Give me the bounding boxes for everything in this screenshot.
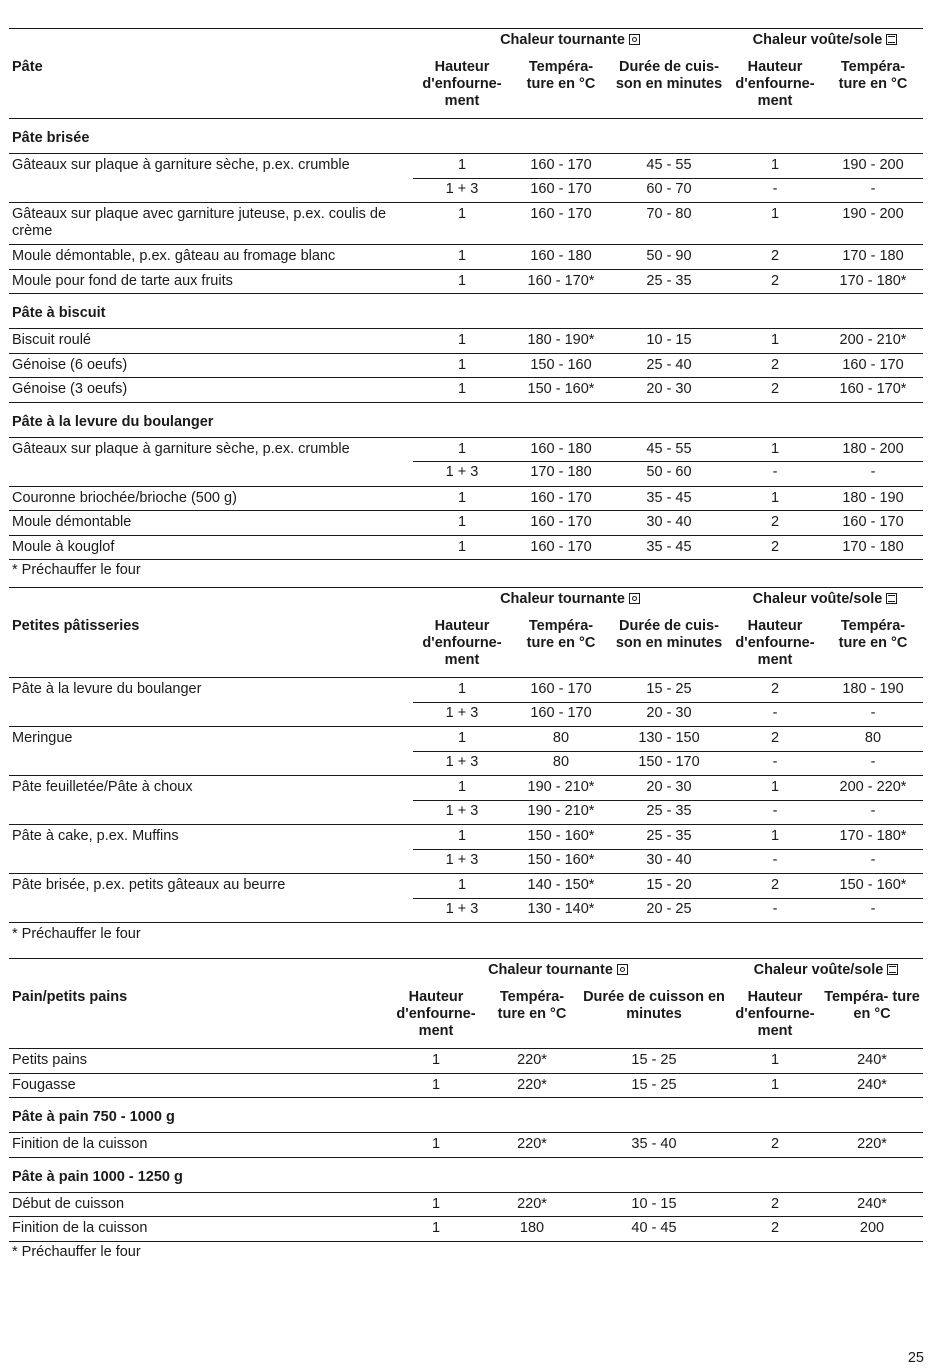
value-duree: 25 - 35 <box>646 828 692 844</box>
footnote-3: * Préchauffer le four <box>12 1244 141 1260</box>
row-label: Finition de la cuisson <box>12 1136 148 1152</box>
value-temperature-tournante: 160 - 180 <box>530 440 592 457</box>
col-temperature-tournante: Tempéra- ture en °C <box>526 618 596 651</box>
value-hauteur-voute: 1 <box>770 1052 780 1068</box>
header-chaleur-tournante-text: Chaleur tournante <box>500 591 625 607</box>
value-temperature-voute: 170 - 180 <box>842 248 904 264</box>
row-label: Gâteaux sur plaque à garniture sèche, p.ex. crumble <box>12 157 350 173</box>
header-chaleur-tournante-text: Chaleur tournante <box>488 962 613 978</box>
value-temperature-voute: 240* <box>857 1052 887 1068</box>
fan-oven-icon <box>617 964 628 975</box>
group-header-row <box>9 29 923 59</box>
value-hauteur-tournante: 1 <box>457 681 467 697</box>
header-chaleur-tournante-text: Chaleur tournante <box>500 32 625 48</box>
col-temperature-voute: Tempéra- ture en °C <box>824 989 920 1022</box>
value-hauteur-tournante: 1 + 3 <box>445 851 479 868</box>
value-hauteur-tournante: 1 + 3 <box>445 802 479 819</box>
value-temperature-voute: 150 - 160* <box>839 877 907 893</box>
value-temperature-voute: 180 - 190 <box>842 681 904 697</box>
col-hauteur-voute: Hauteur d'enfourne- ment <box>735 59 815 109</box>
value-duree: 35 - 45 <box>646 489 692 506</box>
value-temperature-voute: - <box>870 704 876 721</box>
value-temperature-voute: 160 - 170 <box>842 514 904 530</box>
section-label: Pâte à pain 750 - 1000 g <box>12 1109 175 1125</box>
value-duree: 10 - 15 <box>646 332 692 348</box>
table-row <box>9 377 923 402</box>
table-row-continued <box>9 702 923 727</box>
value-duree: 35 - 45 <box>646 538 692 555</box>
header-chaleur-tournante <box>413 591 727 608</box>
value-temperature-voute: 200 - 220* <box>839 779 907 795</box>
table-row <box>9 486 923 511</box>
value-temperature-tournante: 170 - 180 <box>530 464 592 480</box>
value-duree: 25 - 35 <box>646 272 692 289</box>
value-hauteur-voute: 2 <box>770 356 780 373</box>
footnote-1: * Préchauffer le four <box>12 562 141 578</box>
table-row <box>9 437 923 462</box>
continuation-rule <box>413 800 923 801</box>
col-hauteur-tournante: Hauteur d'enfourne- ment <box>422 618 502 668</box>
value-hauteur-tournante: 1 <box>457 332 467 348</box>
value-hauteur-tournante: 1 <box>457 206 467 222</box>
value-temperature-tournante: 220* <box>517 1052 547 1068</box>
table-row <box>9 1192 923 1217</box>
value-hauteur-voute: 2 <box>770 538 780 555</box>
continuation-rule <box>413 751 923 752</box>
section-header <box>9 1157 923 1192</box>
header-chaleur-voute-sole-text: Chaleur voûte/sole <box>753 962 884 978</box>
row-label: Moule démontable, p.ex. gâteau au fromage blanc <box>12 248 336 264</box>
value-temperature-voute: 160 - 170 <box>842 356 904 373</box>
continuation-rule <box>413 702 923 703</box>
value-temperature-voute: 170 - 180 <box>842 538 904 555</box>
value-temperature-tournante: 150 - 160 <box>530 356 592 373</box>
value-duree: 15 - 25 <box>631 1076 677 1093</box>
section-label: Pâte à biscuit <box>12 305 106 321</box>
table-pain <box>9 958 923 1242</box>
value-hauteur-tournante: 1 <box>457 356 467 373</box>
table-row <box>9 510 923 535</box>
header-chaleur-tournante <box>413 32 727 49</box>
value-duree: 45 - 55 <box>646 440 692 457</box>
table-row <box>9 1216 923 1241</box>
col-temperature-tournante: Tempéra- ture en °C <box>497 989 567 1022</box>
value-duree: 15 - 20 <box>646 877 692 893</box>
continuation-rule <box>413 849 923 850</box>
value-temperature-voute: - <box>870 464 876 480</box>
row-label: Gâteaux sur plaque avec garniture juteuse, p.ex. coulis de crème <box>12 206 387 239</box>
continuation-rule <box>413 178 923 179</box>
table-row <box>9 328 923 353</box>
table-row <box>9 775 923 800</box>
value-hauteur-voute: - <box>772 464 778 480</box>
value-temperature-tournante: 160 - 170 <box>530 681 592 697</box>
value-hauteur-voute: 1 <box>770 828 780 844</box>
value-duree: 20 - 30 <box>646 381 692 397</box>
table-pate <box>9 28 923 560</box>
value-duree: 15 - 25 <box>646 681 692 697</box>
table-row <box>9 873 923 898</box>
table-row-continued <box>9 800 923 825</box>
value-hauteur-tournante: 1 <box>431 1220 441 1236</box>
value-temperature-voute: 170 - 180* <box>839 272 907 289</box>
value-duree: 20 - 30 <box>646 779 692 795</box>
col-duree: Durée de cuisson en minutes <box>583 989 725 1022</box>
value-hauteur-tournante: 1 <box>457 779 467 795</box>
value-temperature-voute: - <box>870 180 876 197</box>
value-temperature-tournante: 160 - 170 <box>530 704 592 721</box>
table-title: Pain/petits pains <box>12 989 128 1005</box>
value-hauteur-voute: 2 <box>770 730 780 746</box>
table-row-continued <box>9 898 923 923</box>
value-duree: 130 - 150 <box>638 730 700 746</box>
table-title: Pâte <box>12 59 43 75</box>
value-temperature-tournante: 160 - 170* <box>527 272 595 289</box>
table-row <box>9 244 923 269</box>
value-temperature-tournante: 160 - 170 <box>530 206 592 222</box>
row-label: Fougasse <box>12 1076 76 1093</box>
row-label: Pâte brisée, p.ex. petits gâteaux au beurre <box>12 877 286 893</box>
table-row <box>9 353 923 378</box>
value-hauteur-tournante: 1 <box>457 248 467 264</box>
col-temperature-tournante: Tempéra- ture en °C <box>526 59 596 92</box>
value-temperature-tournante: 190 - 210* <box>527 802 595 819</box>
value-duree: 20 - 25 <box>646 900 692 917</box>
col-hauteur-voute: Hauteur d'enfourne- ment <box>735 989 815 1039</box>
table-row <box>9 677 923 702</box>
value-temperature-voute: - <box>870 900 876 917</box>
row-label: Pâte feuilletée/Pâte à choux <box>12 779 193 795</box>
value-hauteur-tournante: 1 <box>431 1195 441 1212</box>
row-label: Génoise (6 oeufs) <box>12 356 128 373</box>
section-header <box>9 293 923 328</box>
value-hauteur-voute: 2 <box>770 1220 780 1236</box>
table-row-continued <box>9 178 923 203</box>
value-temperature-tournante: 220* <box>517 1076 547 1093</box>
value-hauteur-tournante: 1 + 3 <box>445 180 479 197</box>
value-hauteur-tournante: 1 <box>457 489 467 506</box>
group-header-row <box>9 959 923 989</box>
value-temperature-tournante: 160 - 170 <box>530 538 592 555</box>
row-label: Finition de la cuisson <box>12 1220 148 1236</box>
continuation-rule <box>413 898 923 899</box>
value-hauteur-tournante: 1 + 3 <box>445 464 479 480</box>
section-header <box>9 402 923 437</box>
value-temperature-tournante: 140 - 150* <box>527 877 595 893</box>
col-duree: Durée de cuis- son en minutes <box>615 618 723 651</box>
value-temperature-voute: 190 - 200 <box>842 157 904 173</box>
value-hauteur-tournante: 1 <box>431 1052 441 1068</box>
value-duree: 70 - 80 <box>646 206 692 222</box>
top-bottom-heat-icon <box>886 34 897 45</box>
value-hauteur-voute: - <box>772 802 778 819</box>
value-hauteur-tournante: 1 <box>457 272 467 289</box>
header-chaleur-voute-sole <box>727 591 923 608</box>
value-hauteur-voute: 2 <box>770 877 780 893</box>
value-hauteur-tournante: 1 <box>457 538 467 555</box>
col-hauteur-tournante: Hauteur d'enfourne- ment <box>396 989 476 1039</box>
top-bottom-heat-icon <box>887 964 898 975</box>
value-temperature-tournante: 180 - 190* <box>527 332 595 348</box>
row-label: Moule à kouglof <box>12 538 115 555</box>
value-temperature-tournante: 220* <box>517 1195 547 1212</box>
table-row <box>9 1132 923 1157</box>
header-chaleur-voute-sole <box>727 32 923 49</box>
value-hauteur-tournante: 1 <box>431 1076 441 1093</box>
table-row <box>9 1048 923 1073</box>
continuation-rule <box>413 461 923 462</box>
value-temperature-tournante: 180 <box>519 1220 545 1236</box>
value-hauteur-voute: 2 <box>770 1136 780 1152</box>
row-label: Moule pour fond de tarte aux fruits <box>12 272 233 289</box>
fan-oven-icon <box>629 593 640 604</box>
value-hauteur-voute: 1 <box>770 489 780 506</box>
value-duree: 45 - 55 <box>646 157 692 173</box>
table-row <box>9 202 923 244</box>
row-label: Meringue <box>12 730 73 746</box>
table-petites-patisseries <box>9 587 923 923</box>
row-label: Pâte à cake, p.ex. Muffins <box>12 828 179 844</box>
col-hauteur-tournante: Hauteur d'enfourne- ment <box>422 59 502 109</box>
value-hauteur-tournante: 1 <box>457 157 467 173</box>
value-duree: 30 - 40 <box>646 851 692 868</box>
value-temperature-tournante: 160 - 180 <box>530 248 592 264</box>
value-hauteur-voute: 1 <box>770 332 780 348</box>
row-label: Couronne briochée/brioche (500 g) <box>12 489 237 506</box>
value-hauteur-tournante: 1 <box>457 381 467 397</box>
value-temperature-tournante: 150 - 160* <box>527 851 595 868</box>
table-row <box>9 269 923 294</box>
value-temperature-tournante: 160 - 170 <box>530 514 592 530</box>
section-header <box>9 1097 923 1132</box>
value-duree: 60 - 70 <box>646 180 692 197</box>
value-temperature-voute: 180 - 190 <box>842 489 904 506</box>
value-hauteur-voute: 2 <box>770 681 780 697</box>
value-hauteur-tournante: 1 + 3 <box>445 753 479 770</box>
row-label: Biscuit roulé <box>12 332 91 348</box>
value-duree: 50 - 60 <box>646 464 692 480</box>
value-temperature-voute: - <box>870 802 876 819</box>
value-hauteur-voute: 2 <box>770 381 780 397</box>
value-hauteur-tournante: 1 <box>457 828 467 844</box>
value-temperature-voute: 80 <box>864 730 882 746</box>
value-duree: 40 - 45 <box>631 1220 677 1236</box>
value-temperature-voute: 220* <box>857 1136 887 1152</box>
value-duree: 50 - 90 <box>646 248 692 264</box>
value-hauteur-voute: 2 <box>770 514 780 530</box>
row-label: Début de cuisson <box>12 1195 125 1212</box>
table-row <box>9 535 923 560</box>
table-row <box>9 1073 923 1098</box>
value-hauteur-voute: - <box>772 851 778 868</box>
column-header-row <box>9 59 923 118</box>
table-row-continued <box>9 461 923 486</box>
value-duree: 25 - 40 <box>646 356 692 373</box>
value-temperature-tournante: 150 - 160* <box>527 828 595 844</box>
row-label: Génoise (3 oeufs) <box>12 381 128 397</box>
section-label: Pâte à pain 1000 - 1250 g <box>12 1168 183 1185</box>
value-hauteur-tournante: 1 <box>457 514 467 530</box>
value-hauteur-voute: 1 <box>770 206 780 222</box>
header-chaleur-voute-sole-text: Chaleur voûte/sole <box>752 591 883 607</box>
row-label: Pâte à la levure du boulanger <box>12 681 202 697</box>
value-hauteur-voute: 1 <box>770 440 780 457</box>
value-temperature-tournante: 190 - 210* <box>527 779 595 795</box>
value-duree: 20 - 30 <box>646 704 692 721</box>
table-row <box>9 824 923 849</box>
col-hauteur-voute: Hauteur d'enfourne- ment <box>735 618 815 668</box>
value-temperature-voute: 180 - 200 <box>842 440 904 457</box>
value-temperature-tournante: 80 <box>552 730 570 746</box>
value-temperature-tournante: 150 - 160* <box>527 381 595 397</box>
value-hauteur-voute: 2 <box>770 1195 780 1212</box>
col-temperature-voute: Tempéra- ture en °C <box>838 59 908 92</box>
value-hauteur-tournante: 1 + 3 <box>445 704 479 721</box>
value-duree: 10 - 15 <box>631 1195 677 1212</box>
value-temperature-voute: - <box>870 753 876 770</box>
section-label: Pâte brisée <box>12 130 90 146</box>
value-hauteur-voute: - <box>772 704 778 721</box>
value-temperature-voute: 240* <box>857 1195 887 1212</box>
value-temperature-tournante: 80 <box>552 753 570 770</box>
value-hauteur-voute: 1 <box>770 157 780 173</box>
col-duree: Durée de cuis- son en minutes <box>615 59 723 92</box>
value-temperature-tournante: 160 - 170 <box>530 157 592 173</box>
header-chaleur-voute-sole-text: Chaleur voûte/sole <box>752 32 883 48</box>
value-temperature-voute: - <box>870 851 876 868</box>
page-number: 25 <box>907 1350 924 1366</box>
col-temperature-voute: Tempéra- ture en °C <box>838 618 908 651</box>
value-duree: 150 - 170 <box>638 753 700 770</box>
value-hauteur-voute: 2 <box>770 248 780 264</box>
table-row-continued <box>9 849 923 874</box>
column-header-row <box>9 618 923 677</box>
section-label: Pâte à la levure du boulanger <box>12 413 214 430</box>
value-hauteur-voute: 1 <box>770 1076 780 1093</box>
value-temperature-voute: 170 - 180* <box>839 828 907 844</box>
top-bottom-heat-icon <box>886 593 897 604</box>
value-duree: 25 - 35 <box>646 802 692 819</box>
group-header-row <box>9 588 923 618</box>
value-hauteur-voute: 2 <box>770 272 780 289</box>
value-temperature-voute: 160 - 170* <box>839 381 907 397</box>
value-temperature-voute: 200 - 210* <box>839 332 907 348</box>
table-row-continued <box>9 751 923 776</box>
footnote-2: * Préchauffer le four <box>12 926 141 942</box>
value-hauteur-voute: - <box>772 900 778 917</box>
table-title: Petites pâtisseries <box>12 618 140 634</box>
value-temperature-tournante: 220* <box>517 1136 547 1152</box>
value-duree: 35 - 40 <box>631 1136 677 1152</box>
value-duree: 15 - 25 <box>631 1052 677 1068</box>
value-hauteur-voute: 1 <box>770 779 780 795</box>
value-temperature-voute: 190 - 200 <box>842 206 904 222</box>
row-label: Petits pains <box>12 1052 87 1068</box>
section-header <box>9 118 923 153</box>
fan-oven-icon <box>629 34 640 45</box>
value-hauteur-tournante: 1 <box>457 730 467 746</box>
value-temperature-tournante: 160 - 170 <box>530 489 592 506</box>
value-hauteur-tournante: 1 + 3 <box>445 900 479 917</box>
value-temperature-tournante: 160 - 170 <box>530 180 592 197</box>
value-hauteur-voute: - <box>772 753 778 770</box>
header-chaleur-tournante <box>387 962 729 979</box>
header-chaleur-voute-sole <box>729 962 923 979</box>
table-row <box>9 726 923 751</box>
value-hauteur-voute: - <box>772 180 778 197</box>
value-hauteur-tournante: 1 <box>457 440 467 457</box>
table-row <box>9 153 923 178</box>
column-header-row <box>9 989 923 1048</box>
value-hauteur-tournante: 1 <box>431 1136 441 1152</box>
row-label: Moule démontable <box>12 514 132 530</box>
value-hauteur-tournante: 1 <box>457 877 467 893</box>
value-temperature-voute: 200 <box>859 1220 885 1236</box>
row-label: Gâteaux sur plaque à garniture sèche, p.ex. crumble <box>12 440 350 457</box>
value-duree: 30 - 40 <box>646 514 692 530</box>
value-temperature-voute: 240* <box>857 1076 887 1093</box>
value-temperature-tournante: 130 - 140* <box>527 900 595 917</box>
